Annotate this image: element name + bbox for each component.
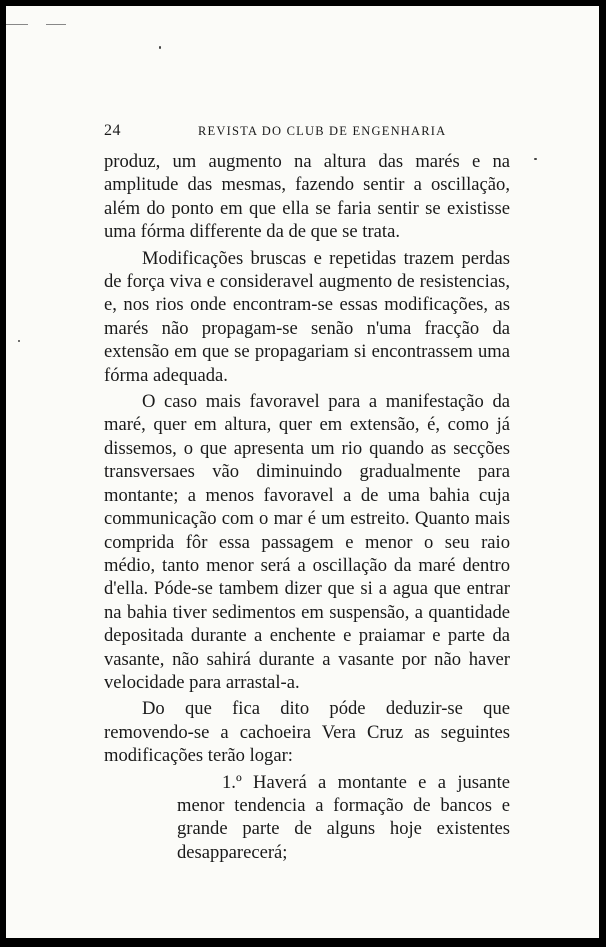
scan-mark-top-left xyxy=(6,24,28,25)
speck xyxy=(534,158,537,160)
body-text xyxy=(104,150,510,867)
speck xyxy=(18,340,20,342)
page-number: 24 xyxy=(104,122,121,139)
scan-mark-top xyxy=(46,24,66,25)
running-title: REVISTA DO CLUB DE ENGENHARIA xyxy=(198,124,447,138)
list-item: 1.º Haverá a montante e a jusante menor tendencia a formação de bancos e grande parte de alguns hoje existentes desapparecerá; xyxy=(177,771,510,863)
speck xyxy=(159,46,161,49)
page-header xyxy=(104,122,510,142)
paragraph-continued: produz, um augmento na altura das marés e na amplitude das mesmas, fazendo sentir a oscillação, além do ponto em que ella se faria sentir se existisse uma fórma differente da de que se trata. xyxy=(104,151,510,243)
paragraph: Do que fica dito póde deduzir-se que removendo-se a cachoeira Vera Cruz as seguintes modificações terão logar: xyxy=(104,698,510,767)
scanned-page xyxy=(6,6,599,938)
paragraph: Modificações bruscas e repetidas trazem perdas de força viva e consideravel augmento de resistencias, e, nos rios onde encontram-se essas modificações, as marés não propagam-se senão n'uma fracção da extensão em que se propagariam si encontrassem uma fórma adequada. xyxy=(104,247,510,386)
paragraph: O caso mais favoravel para a manifestação da maré, quer em altura, quer em extensão, é, como já dissemos, o que apresenta um rio quando as secções transversaes vão diminuindo gradualmente para montante; a menos favoravel a de uma bahia cuja communicação com o mar é um estreito. Quanto mais comprida fôr essa passagem e menor o seu raio médio, tanto menor será a oscillação da maré dentro d'ella. Póde-se tambem dizer que si a agua que entrar na bahia tiver sedimentos em suspensão, a quantidade depositada durante a enchente e praiamar e parte da vasante, não sahirá durante a vasante por não haver velocidade para arrastal-a. xyxy=(104,391,510,693)
